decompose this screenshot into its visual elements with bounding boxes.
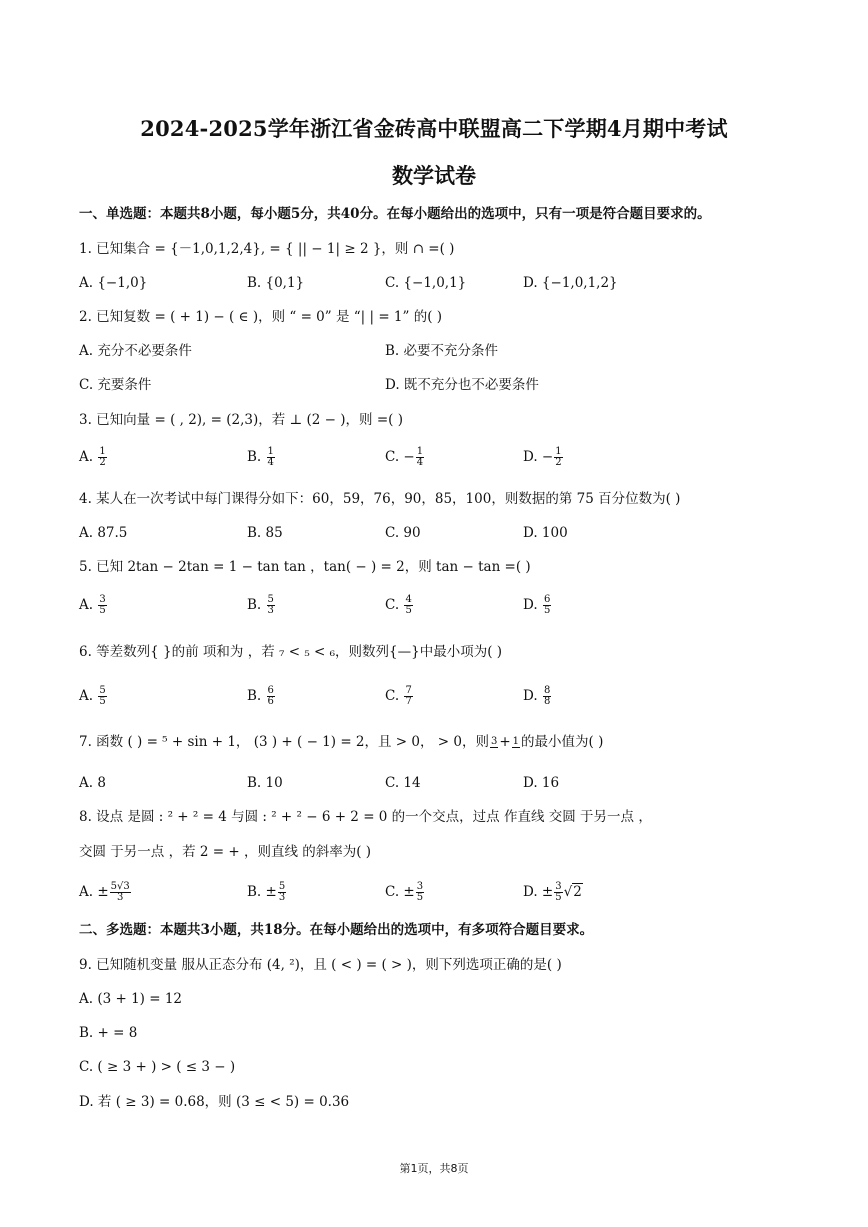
q5-option-b: B. $\frac{5}{3}$ [247, 594, 274, 616]
exam-title: 2024-2025学年浙江省金砖高中联盟高二下学期4月期中考试 [140, 116, 728, 141]
q5-option-c: C. $\frac{4}{5}$ [385, 594, 412, 616]
q4-option-b: B. 85 [247, 525, 283, 541]
q9-option-d: D. 若 ( ≥ 3) = 0.68，则 (3 ≤ < 5) = 0.36 [79, 1094, 350, 1110]
question-6-stem: 6. 等差数列{ }的前 项和为 ，若 ₇ < ₅ < ₆，则数列{—}中最小项为( ) [79, 644, 503, 660]
section-heading-multiple-choice: 二、多选题：本题共3小题，共18分。在每小题给出的选项中，有多项符合题目要求。 [79, 922, 594, 938]
q7-option-a: A. 8 [79, 775, 106, 791]
q1-option-c: C. {−1,0,1} [385, 275, 467, 291]
q4-option-c: C. 90 [385, 525, 421, 541]
q7-option-d: D. 16 [523, 775, 560, 791]
q2-option-d: D. 既不充分也不必要条件 [385, 377, 539, 393]
q3-option-b: B. $\frac{1}{4}$ [247, 446, 274, 468]
q8-option-d: D. ± $\frac{3}{5}$ √2 [523, 881, 582, 903]
q9-option-a: A. (3 + 1) = 12 [79, 991, 183, 1007]
q2-option-c: C. 充要条件 [79, 377, 152, 393]
question-2-stem: 2. 已知复数 = ( + 1) − ( ∈ )，则 “ = 0” 是 “| | = 1” 的( ) [79, 309, 443, 325]
q5-option-a: A. $\frac{3}{5}$ [79, 594, 106, 616]
section-heading-single-choice: 一、单选题：本题共8小题，每小题5分，共40分。在每小题给出的选项中，只有一项是符合题目要求的。 [79, 206, 711, 222]
q6-option-d: D. $\frac{8}{8}$ [523, 685, 551, 707]
q9-option-b: B. + = 8 [79, 1025, 138, 1041]
q8-option-b: B. ± $\frac{5}{3}$ [247, 881, 286, 903]
q4-option-d: D. 100 [523, 525, 568, 541]
q1-option-d: D. {−1,0,1,2} [523, 275, 618, 291]
question-1-stem: 1. 已知集合 = {－1,0,1,2,4}, = { || − 1| ≥ 2 }，则 ∩ =( ) [79, 241, 455, 257]
q8-option-a: A. ± $\frac{5√3}{3}$ [79, 881, 130, 903]
q5-option-d: D. $\frac{6}{5}$ [523, 594, 551, 616]
q1-option-b: B. {0,1} [247, 275, 305, 291]
q4-option-a: A. 87.5 [79, 525, 128, 541]
question-8-stem-line-2: 交圆 于另一点 ，若 2 = + ，则直线 的斜率为( ) [79, 844, 372, 860]
page-footer: 第1页，共8页 [399, 1162, 469, 1175]
q9-option-c: C. ( ≥ 3 + ) > ( ≤ 3 − ) [79, 1059, 236, 1075]
question-5-stem: 5. 已知 2tan − 2tan = 1 − tan tan ，tan( − ) = 2，则 tan − tan =( ) [79, 559, 531, 575]
q6-option-b: B. $\frac{6}{6}$ [247, 685, 274, 707]
q2-option-b: B. 必要不充分条件 [385, 343, 499, 359]
question-4-stem: 4. 某人在一次考试中每门课得分如下：60，59，76，90，85，100，则数据的第 75 百分位数为( ) [79, 491, 681, 507]
exam-subtitle: 数学试卷 [392, 163, 476, 188]
q3-option-c: C. − $\frac{1}{4}$ [385, 446, 424, 468]
q8-option-c: C. ± $\frac{3}{5}$ [385, 881, 424, 903]
question-8-stem-line-1: 8. 设点 是圆 : ² + ² = 4 与圆 : ² + ² − 6 + 2 = 0 的一个交点，过点 作直线 交圆 于另一点 ， [79, 809, 652, 825]
q2-option-a: A. 充分不必要条件 [79, 343, 192, 359]
q1-option-a: A. {−1,0} [79, 275, 148, 291]
q6-option-a: A. $\frac{5}{5}$ [79, 685, 106, 707]
q7-option-c: C. 14 [385, 775, 421, 791]
q7-option-b: B. 10 [247, 775, 283, 791]
q6-option-c: C. $\frac{7}{7}$ [385, 685, 412, 707]
q3-option-d: D. − $\frac{1}{2}$ [523, 446, 562, 468]
q3-option-a: A. $\frac{1}{2}$ [79, 446, 106, 468]
question-9-stem: 9. 已知随机变量 服从正态分布 (4, ²)，且 ( < ) = ( > )，则下列选项正确的是( ) [79, 957, 562, 973]
question-7-stem: 7. 函数 ( ) = ⁵ + sin + 1， (3 ) + ( − 1) = 2，且 > 0， > 0，则 3 + 1 的最小值为( ) [79, 734, 604, 750]
question-3-stem: 3. 已知向量 = ( , 2), = (2,3)，若 ⊥ (2 − )，则 =( ) [79, 412, 403, 428]
